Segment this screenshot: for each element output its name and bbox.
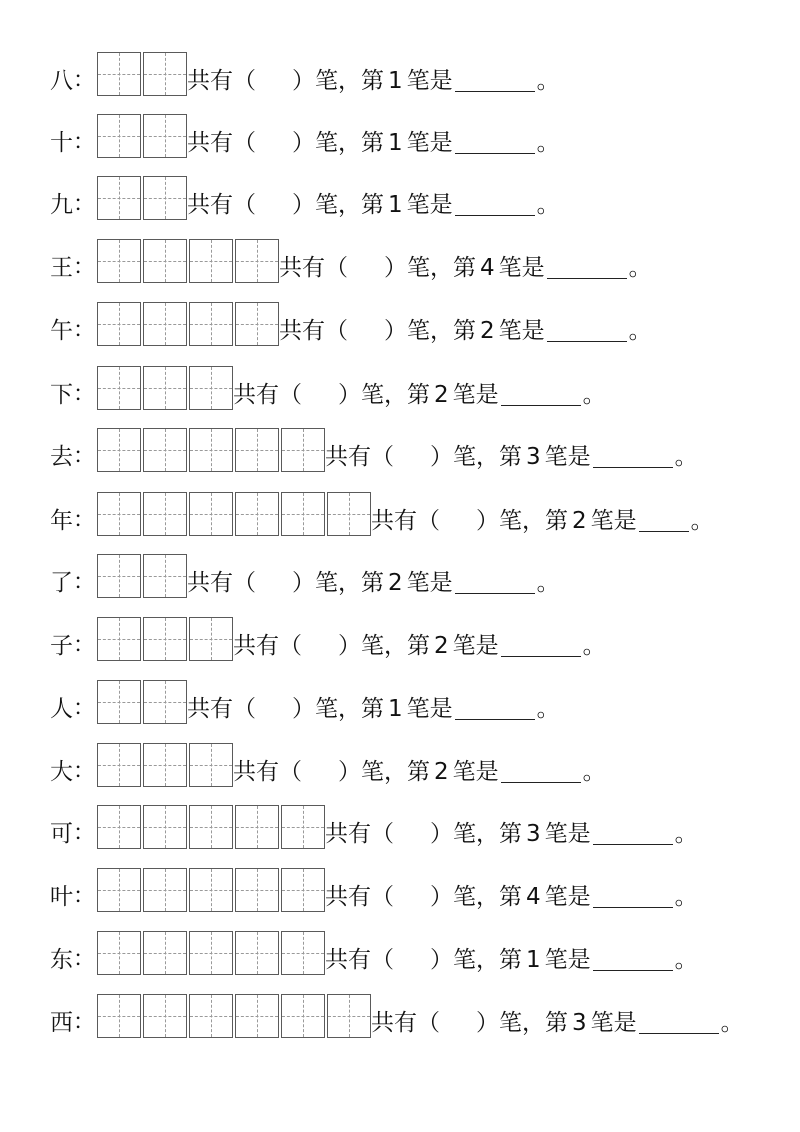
target-character: 王	[50, 255, 73, 281]
worksheet-row	[50, 235, 652, 283]
close-text: ）笔，第	[384, 318, 477, 344]
count-text: 共有（	[187, 68, 257, 94]
target-character: 十	[50, 130, 73, 156]
period: 。	[674, 884, 698, 910]
stroke-question	[187, 128, 560, 158]
writing-grid	[97, 237, 279, 283]
period: 。	[536, 570, 560, 596]
colon: ：	[73, 1010, 96, 1035]
count-text: 共有（	[371, 1010, 441, 1036]
worksheet-row	[50, 424, 698, 472]
count-text: 共有（	[325, 821, 395, 847]
count-text: 共有（	[187, 570, 257, 596]
writing-grid	[97, 803, 325, 849]
writing-box[interactable]	[189, 931, 233, 975]
writing-box[interactable]	[281, 994, 325, 1038]
period: 。	[628, 318, 652, 344]
stroke-number: 1	[526, 947, 541, 973]
worksheet-row	[50, 48, 560, 96]
colon: ：	[73, 821, 96, 846]
close-text: ）笔，第	[292, 68, 385, 94]
writing-box[interactable]	[281, 931, 325, 975]
writing-box[interactable]	[189, 994, 233, 1038]
tail-text: 笔是	[498, 318, 545, 344]
writing-box[interactable]	[327, 994, 371, 1038]
writing-grid	[97, 678, 187, 724]
writing-box[interactable]	[143, 366, 187, 410]
period: 。	[536, 68, 560, 94]
colon: ：	[73, 68, 96, 93]
stroke-name-blank[interactable]	[455, 571, 535, 594]
tail-text: 笔是	[406, 696, 453, 722]
close-text: ）笔，第	[476, 508, 569, 534]
period: 。	[674, 444, 698, 470]
writing-box[interactable]	[143, 302, 187, 346]
tail-text: 笔是	[590, 1010, 637, 1036]
target-character: 人	[50, 696, 73, 722]
count-text: 共有（	[233, 633, 303, 659]
writing-box[interactable]	[189, 239, 233, 283]
stroke-number: 1	[388, 68, 403, 94]
writing-box[interactable]	[143, 114, 187, 158]
stroke-name-blank[interactable]	[593, 445, 673, 468]
colon: ：	[73, 759, 96, 784]
stroke-question	[233, 380, 606, 410]
count-text: 共有（	[233, 382, 303, 408]
target-character: 年	[50, 508, 73, 534]
writing-grid	[97, 929, 325, 975]
stroke-name-blank[interactable]	[455, 697, 535, 720]
colon: ：	[73, 570, 96, 595]
stroke-question	[187, 190, 560, 220]
worksheet-row	[50, 801, 698, 849]
tail-text: 笔是	[544, 444, 591, 470]
stroke-question	[187, 694, 560, 724]
writing-box[interactable]	[235, 302, 279, 346]
target-character: 叶	[50, 884, 73, 910]
tail-text: 笔是	[452, 759, 499, 785]
stroke-question	[187, 66, 560, 96]
tail-text: 笔是	[406, 192, 453, 218]
writing-box[interactable]	[143, 680, 187, 724]
worksheet-row	[50, 864, 698, 912]
writing-box[interactable]	[97, 176, 141, 220]
worksheet-row	[50, 362, 606, 410]
colon: ：	[73, 192, 96, 217]
worksheet-row	[50, 676, 560, 724]
colon: ：	[73, 633, 96, 658]
worksheet-row	[50, 550, 560, 598]
stroke-question	[233, 631, 606, 661]
tail-text: 笔是	[544, 947, 591, 973]
writing-box[interactable]	[97, 617, 141, 661]
count-text: 共有（	[233, 759, 303, 785]
worksheet-row	[50, 927, 698, 975]
writing-box[interactable]	[327, 492, 371, 536]
target-character: 大	[50, 759, 73, 785]
stroke-name-blank[interactable]	[501, 760, 581, 783]
writing-grid	[97, 615, 233, 661]
count-text: 共有（	[187, 130, 257, 156]
stroke-number: 1	[388, 130, 403, 156]
writing-grid	[97, 300, 279, 346]
stroke-question	[325, 819, 698, 849]
writing-box[interactable]	[97, 994, 141, 1038]
writing-grid	[97, 552, 187, 598]
stroke-question	[325, 442, 698, 472]
target-character: 午	[50, 318, 73, 344]
writing-box[interactable]	[97, 492, 141, 536]
count-text: 共有（	[325, 884, 395, 910]
stroke-number: 3	[526, 444, 541, 470]
writing-box[interactable]	[97, 868, 141, 912]
worksheet-row	[50, 488, 714, 536]
tail-text: 笔是	[406, 130, 453, 156]
writing-box[interactable]	[235, 805, 279, 849]
target-character: 八	[50, 68, 73, 94]
writing-grid	[97, 866, 325, 912]
writing-box[interactable]	[189, 428, 233, 472]
writing-box[interactable]	[189, 805, 233, 849]
writing-box[interactable]	[97, 239, 141, 283]
stroke-name-blank[interactable]	[639, 1011, 719, 1034]
period: 。	[674, 947, 698, 973]
colon: ：	[73, 508, 96, 533]
stroke-number: 1	[388, 192, 403, 218]
stroke-question	[187, 568, 560, 598]
worksheet-row	[50, 613, 606, 661]
target-character: 九	[50, 192, 73, 218]
writing-box[interactable]	[143, 428, 187, 472]
close-text: ）笔，第	[292, 130, 385, 156]
writing-grid	[97, 364, 233, 410]
writing-box[interactable]	[189, 302, 233, 346]
writing-box[interactable]	[235, 492, 279, 536]
stroke-number: 2	[434, 382, 449, 408]
tail-text: 笔是	[406, 570, 453, 596]
writing-grid	[97, 174, 187, 220]
stroke-name-blank[interactable]	[547, 256, 627, 279]
stroke-number: 2	[388, 570, 403, 596]
writing-box[interactable]	[143, 176, 187, 220]
stroke-name-blank[interactable]	[593, 822, 673, 845]
close-text: ）笔，第	[430, 884, 523, 910]
colon: ：	[73, 884, 96, 909]
colon: ：	[73, 696, 96, 721]
stroke-name-blank[interactable]	[455, 69, 535, 92]
writing-grid	[97, 50, 187, 96]
count-text: 共有（	[325, 444, 395, 470]
count-text: 共有（	[187, 192, 257, 218]
period: 。	[582, 759, 606, 785]
tail-text: 笔是	[452, 382, 499, 408]
writing-box[interactable]	[143, 743, 187, 787]
writing-box[interactable]	[281, 428, 325, 472]
period: 。	[536, 192, 560, 218]
writing-box[interactable]	[97, 743, 141, 787]
close-text: ）笔，第	[338, 759, 431, 785]
colon: ：	[73, 382, 96, 407]
stroke-name-blank[interactable]	[455, 131, 535, 154]
writing-box[interactable]	[143, 52, 187, 96]
writing-box[interactable]	[97, 114, 141, 158]
colon: ：	[73, 947, 96, 972]
stroke-number: 4	[480, 255, 495, 281]
worksheet-row	[50, 990, 744, 1038]
writing-box[interactable]	[189, 366, 233, 410]
writing-box[interactable]	[189, 492, 233, 536]
writing-box[interactable]	[189, 743, 233, 787]
stroke-number: 3	[572, 1010, 587, 1036]
writing-box[interactable]	[235, 931, 279, 975]
stroke-number: 2	[434, 759, 449, 785]
stroke-name-blank[interactable]	[455, 193, 535, 216]
writing-box[interactable]	[143, 554, 187, 598]
writing-box[interactable]	[189, 617, 233, 661]
colon: ：	[73, 318, 96, 343]
count-text: 共有（	[279, 255, 349, 281]
period: 。	[536, 696, 560, 722]
tail-text: 笔是	[498, 255, 545, 281]
writing-box[interactable]	[281, 868, 325, 912]
close-text: ）笔，第	[476, 1010, 569, 1036]
stroke-number: 4	[526, 884, 541, 910]
stroke-number: 2	[434, 633, 449, 659]
target-character: 子	[50, 633, 73, 659]
writing-box[interactable]	[235, 239, 279, 283]
writing-grid	[97, 112, 187, 158]
target-character: 了	[50, 570, 73, 596]
close-text: ）笔，第	[430, 947, 523, 973]
stroke-question	[371, 506, 714, 536]
stroke-name-blank[interactable]	[593, 948, 673, 971]
writing-box[interactable]	[97, 366, 141, 410]
colon: ：	[73, 130, 96, 155]
writing-grid	[97, 426, 325, 472]
target-character: 西	[50, 1010, 73, 1036]
close-text: ）笔，第	[430, 444, 523, 470]
close-text: ）笔，第	[384, 255, 477, 281]
tail-text: 笔是	[406, 68, 453, 94]
stroke-number: 2	[480, 318, 495, 344]
tail-text: 笔是	[590, 508, 637, 534]
writing-box[interactable]	[143, 492, 187, 536]
target-character: 东	[50, 947, 73, 973]
period: 。	[720, 1010, 744, 1036]
period: 。	[628, 255, 652, 281]
writing-box[interactable]	[143, 617, 187, 661]
period: 。	[674, 821, 698, 847]
writing-box[interactable]	[235, 868, 279, 912]
period: 。	[582, 382, 606, 408]
writing-grid	[97, 490, 371, 536]
writing-box[interactable]	[97, 52, 141, 96]
writing-box[interactable]	[97, 554, 141, 598]
colon: ：	[73, 444, 96, 469]
stroke-question	[325, 882, 698, 912]
writing-box[interactable]	[143, 931, 187, 975]
stroke-name-blank[interactable]	[501, 634, 581, 657]
target-character: 下	[50, 382, 73, 408]
close-text: ）笔，第	[430, 821, 523, 847]
close-text: ）笔，第	[338, 382, 431, 408]
target-character: 去	[50, 444, 73, 470]
count-text: 共有（	[279, 318, 349, 344]
writing-box[interactable]	[97, 805, 141, 849]
writing-box[interactable]	[143, 805, 187, 849]
worksheet-row	[50, 110, 560, 158]
writing-box[interactable]	[281, 805, 325, 849]
worksheet-row	[50, 172, 560, 220]
close-text: ）笔，第	[338, 633, 431, 659]
colon: ：	[73, 255, 96, 280]
stroke-question	[279, 253, 652, 283]
writing-grid	[97, 992, 371, 1038]
writing-box[interactable]	[281, 492, 325, 536]
count-text: 共有（	[371, 508, 441, 534]
stroke-number: 1	[388, 696, 403, 722]
writing-box[interactable]	[143, 994, 187, 1038]
writing-box[interactable]	[189, 868, 233, 912]
worksheet-row	[50, 739, 606, 787]
writing-box[interactable]	[97, 680, 141, 724]
stroke-number: 3	[526, 821, 541, 847]
close-text: ）笔，第	[292, 696, 385, 722]
stroke-question	[371, 1008, 744, 1038]
stroke-name-blank[interactable]	[593, 885, 673, 908]
target-character: 可	[50, 821, 73, 847]
tail-text: 笔是	[452, 633, 499, 659]
writing-box[interactable]	[235, 428, 279, 472]
writing-box[interactable]	[97, 428, 141, 472]
writing-grid	[97, 741, 233, 787]
stroke-number: 2	[572, 508, 587, 534]
stroke-question	[233, 757, 606, 787]
writing-box[interactable]	[97, 302, 141, 346]
writing-box[interactable]	[143, 239, 187, 283]
writing-box[interactable]	[235, 994, 279, 1038]
count-text: 共有（	[187, 696, 257, 722]
stroke-question	[279, 316, 652, 346]
close-text: ）笔，第	[292, 192, 385, 218]
close-text: ）笔，第	[292, 570, 385, 596]
period: 。	[582, 633, 606, 659]
stroke-name-blank[interactable]	[547, 319, 627, 342]
writing-box[interactable]	[143, 868, 187, 912]
writing-box[interactable]	[97, 931, 141, 975]
period: 。	[690, 508, 714, 534]
worksheet-row	[50, 298, 652, 346]
stroke-name-blank[interactable]	[501, 383, 581, 406]
count-text: 共有（	[325, 947, 395, 973]
stroke-name-blank[interactable]	[639, 509, 689, 532]
period: 。	[536, 130, 560, 156]
stroke-question	[325, 945, 698, 975]
tail-text: 笔是	[544, 821, 591, 847]
tail-text: 笔是	[544, 884, 591, 910]
